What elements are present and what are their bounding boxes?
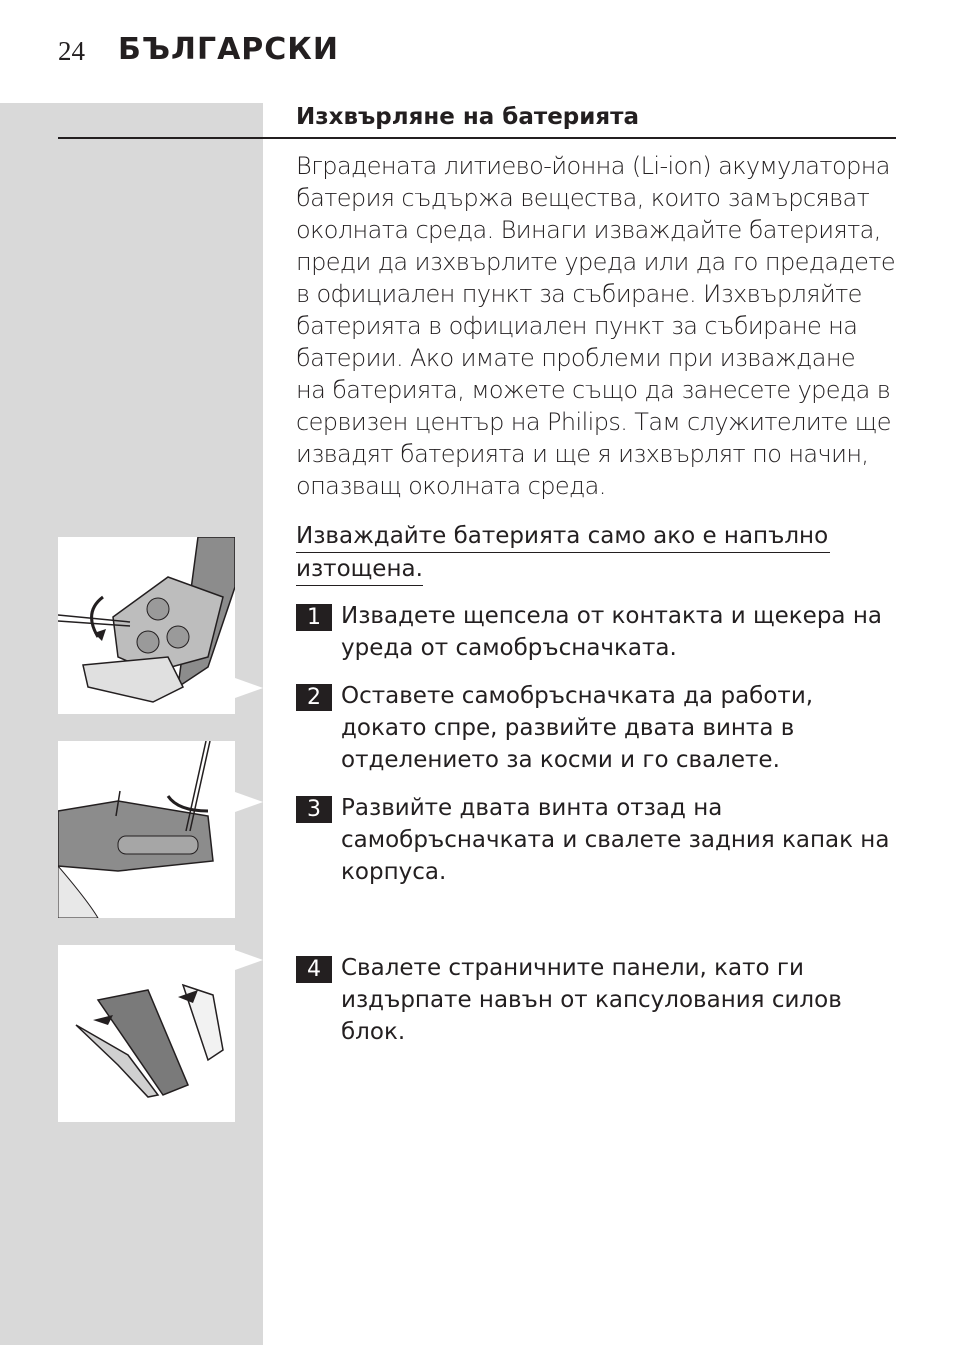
- step-line: издърпате навън от капсулования силов: [341, 987, 842, 1013]
- step-number: 1: [296, 604, 332, 631]
- paragraph-line: Вградената литиево-йонна (Li-ion) акумулаторна: [296, 152, 890, 180]
- step-number: 4: [296, 956, 332, 983]
- paragraph-line: околната среда. Винаги изваждайте батерията,: [296, 216, 881, 244]
- shaver-body-illustration: [58, 741, 235, 918]
- paragraph-line: преди да изхвърлите уреда или да го предадете: [296, 248, 896, 276]
- step-line: докато спре, развийте двата винта в: [341, 715, 795, 741]
- shaver-head-illustration: [58, 537, 235, 714]
- step-number: 2: [296, 684, 332, 711]
- section-rule: [58, 137, 896, 139]
- left-margin-band: [0, 103, 263, 1345]
- paragraph-line: сервизен център на Philips. Там служителите ще: [296, 408, 891, 436]
- page-number: 24: [58, 36, 85, 66]
- illustration-remove-side-panels: [58, 945, 235, 1122]
- step-number: 3: [296, 796, 332, 823]
- step-line: самобръсначката и свалете задния капак на: [341, 827, 890, 853]
- step-line: Оставете самобръсначката да работи,: [341, 683, 814, 709]
- step-line: Извадете щепсела от контакта и щекера на: [341, 603, 882, 629]
- step-line: отделението за косми и го свалете.: [341, 747, 780, 773]
- section-title: Изхвърляне на батерията: [296, 104, 639, 130]
- step-line: уреда от самобръсначката.: [341, 635, 677, 661]
- step-line: блок.: [341, 1019, 406, 1045]
- step-text: [341, 792, 889, 888]
- illustration-pointer: [235, 678, 263, 698]
- warning-line: изтощена.: [296, 553, 423, 586]
- language-heading: БЪЛГАРСКИ: [118, 32, 339, 67]
- paragraph-line: батерията в официален пункт за събиране на: [296, 312, 858, 340]
- illustration-pointer: [235, 950, 263, 970]
- battery-disposal-paragraph: [296, 150, 896, 502]
- paragraph-line: батерии. Ако имате проблеми при изваждане: [296, 344, 856, 372]
- paragraph-line: на батерията, можете също да занесете уреда в: [296, 376, 891, 404]
- illustration-unscrew-hair-chamber: [58, 537, 235, 714]
- step-line: Развийте двата винта отзад на: [341, 795, 723, 821]
- paragraph-line: в официален пункт за събиране. Изхвърляйте: [296, 280, 862, 308]
- step-text: [341, 680, 813, 776]
- illustration-pointer: [235, 792, 263, 812]
- paragraph-line: извадят батерията и ще я изхвърлят по начин,: [296, 440, 869, 468]
- shaver-panels-illustration: [58, 945, 235, 1122]
- step-line: корпуса.: [341, 859, 447, 885]
- step-line: Свалете страничните панели, като ги: [341, 955, 804, 981]
- paragraph-line: батерия съдържа вещества, които замърсяват: [296, 184, 870, 212]
- step-text: [341, 600, 882, 664]
- step-text: [341, 952, 842, 1048]
- paragraph-line: опазващ околната среда.: [296, 472, 606, 500]
- warning-line: Изваждайте батерията само ако е напълно: [296, 520, 830, 553]
- warning-note: [296, 520, 830, 586]
- illustration-unscrew-back-panel: [58, 741, 235, 918]
